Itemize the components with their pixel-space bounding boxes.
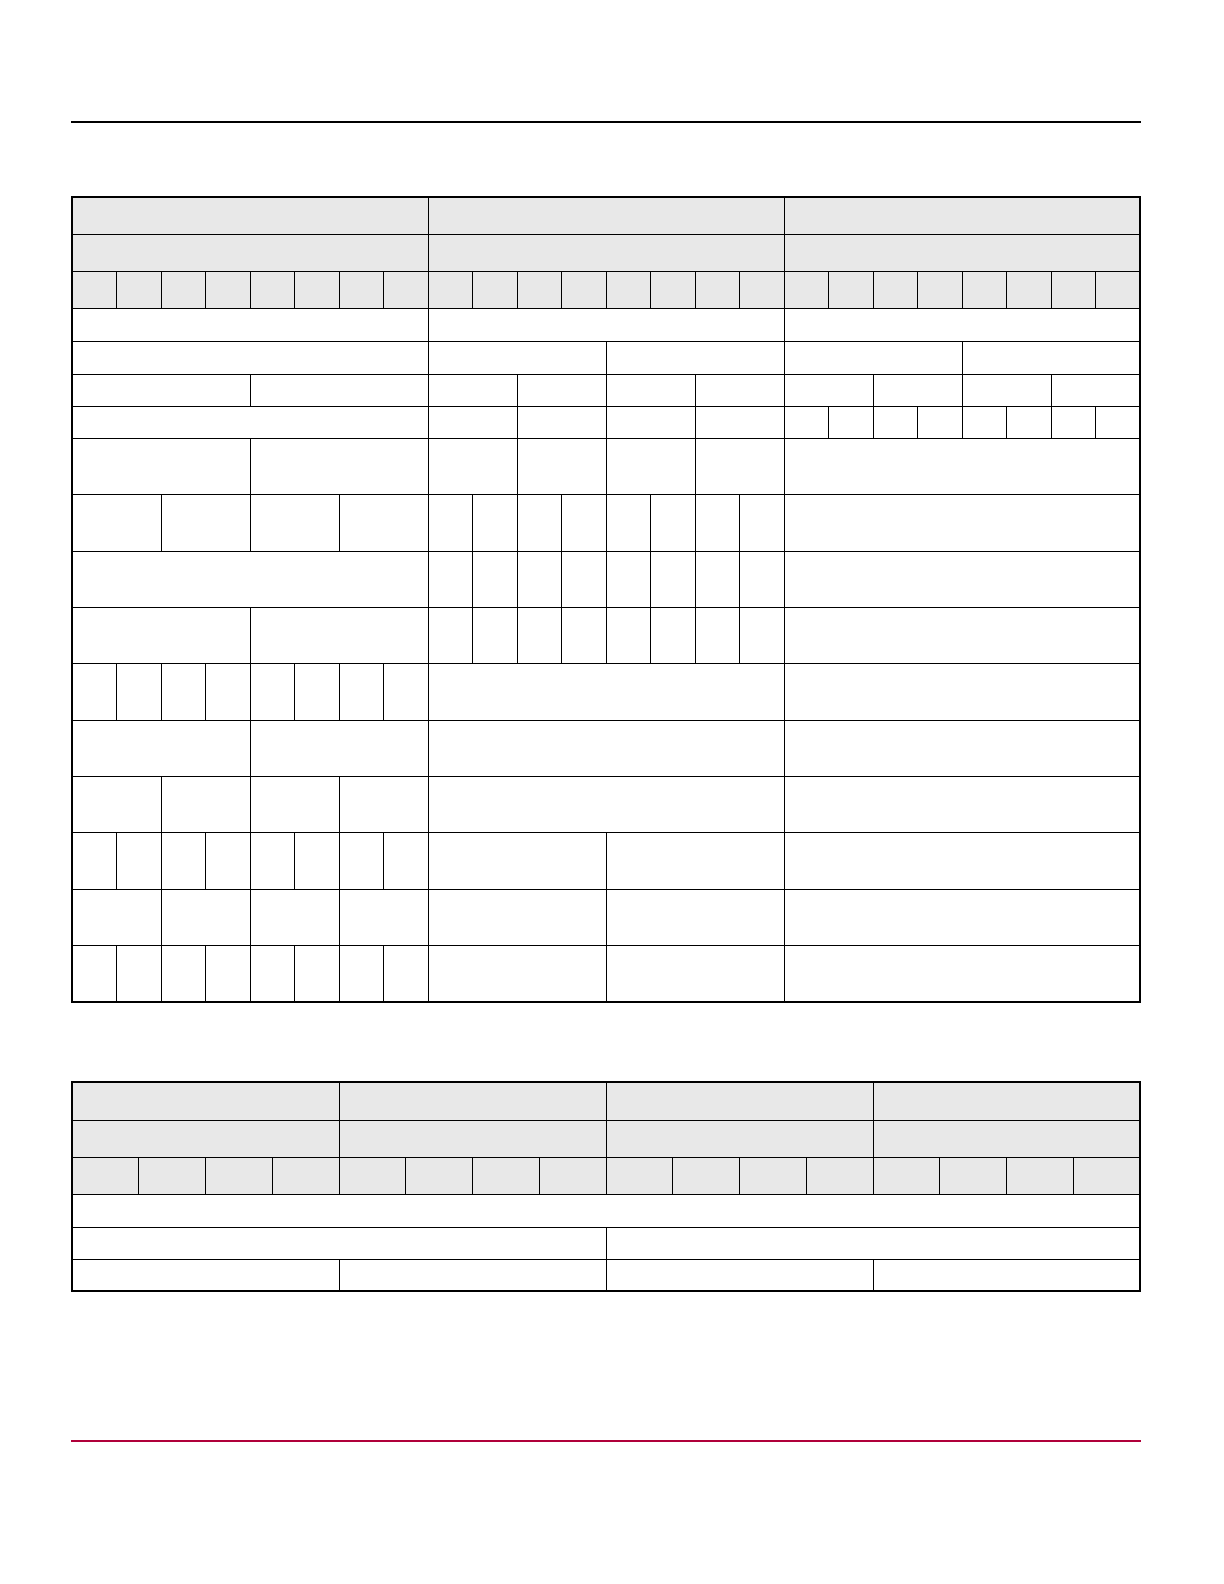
table-cell [295,833,340,889]
table-cell [250,607,428,663]
bit-cell [606,271,651,308]
table-cell [250,776,339,832]
table-cell [428,406,517,438]
table-cell [1096,406,1141,438]
table-row [72,374,1140,406]
table-cell [784,720,1140,776]
bit-cell [473,271,518,308]
table-cell [784,664,1140,720]
table-cell [72,946,117,1002]
bit-cell [384,271,429,308]
table-cell [873,374,962,406]
bit-cell [873,271,918,308]
bit-cell [295,271,340,308]
header-cell [339,1120,606,1157]
table-cell [695,551,740,607]
table-cell [339,664,384,720]
register-table-2 [71,1081,1141,1292]
header-cell [873,1082,1140,1120]
table-cell [784,833,1140,889]
header-cell [339,1082,606,1120]
table-cell [250,438,428,494]
table-cell [161,664,206,720]
table-cell [339,1259,606,1291]
bit-cell [962,271,1007,308]
table-row [72,1227,1140,1259]
table-cell [250,495,339,551]
table-row [72,1194,1140,1227]
table-cell [829,406,874,438]
table-cell [606,1259,873,1291]
header-cell [72,197,428,234]
table-cell [962,342,1140,374]
table-2-subheader-row [72,1120,1140,1157]
bit-cell [651,271,696,308]
table-cell [428,495,473,551]
bit-cell [473,1157,540,1194]
table-cell [473,607,518,663]
table-cell [72,495,161,551]
bit-cell [428,271,473,308]
table-cell [72,1227,606,1259]
table-cell [72,438,250,494]
bit-cell [829,271,874,308]
table-cell [517,406,606,438]
table-cell [1051,374,1140,406]
bit-cell [406,1157,473,1194]
table-row [72,946,1140,1002]
table-cell [784,342,962,374]
table-cell [428,607,473,663]
table-row [72,495,1140,551]
table-row [72,342,1140,374]
table-cell [339,889,428,945]
table-cell [428,342,606,374]
bit-cell [1007,271,1052,308]
bit-cell [272,1157,339,1194]
header-cell [428,197,784,234]
table-cell [562,607,607,663]
table-cell [918,406,963,438]
bit-cell [695,271,740,308]
bit-cell [206,271,251,308]
table-cell [428,664,784,720]
table-cell [250,889,339,945]
table-cell [695,374,784,406]
table-cell [250,374,428,406]
table-cell [606,833,784,889]
table-cell [72,406,428,438]
table-cell [517,607,562,663]
table-cell [72,776,161,832]
table-cell [72,342,428,374]
table-cell [695,495,740,551]
table-cell [784,438,1140,494]
table-cell [161,495,250,551]
table-cell [428,946,606,1002]
table-cell [250,720,428,776]
table-cell [72,374,250,406]
table-cell [784,495,1140,551]
table-cell [962,406,1007,438]
table-cell [72,309,428,342]
table-cell [72,664,117,720]
bit-cell [562,271,607,308]
table-cell [740,607,785,663]
bit-cell [740,271,785,308]
table-cell [962,374,1051,406]
table-cell [117,664,162,720]
header-cell [72,234,428,271]
bit-cell [72,1157,139,1194]
table-cell [72,551,428,607]
bit-cell [250,271,295,308]
table-cell [784,374,873,406]
bit-cell [1096,271,1141,308]
bit-cell [873,1157,940,1194]
header-cell [606,1082,873,1120]
table-cell [562,551,607,607]
bit-cell [1007,1157,1074,1194]
table-cell [295,946,340,1002]
table-cell [72,1194,1140,1227]
table-row [72,664,1140,720]
table-cell [651,607,696,663]
table-cell [250,664,295,720]
table-row [72,1259,1140,1291]
table-row [72,309,1140,342]
table-cell [1051,406,1096,438]
table-2-bit-row [72,1157,1140,1194]
table-cell [517,438,606,494]
table-cell [339,833,384,889]
table-cell [339,495,428,551]
table-cell [384,833,429,889]
table-cell [517,551,562,607]
bit-cell [1051,271,1096,308]
bit-cell [784,271,829,308]
table-cell [873,1259,1140,1291]
register-table-1 [71,196,1141,1003]
table-cell [72,833,117,889]
table-row [72,438,1140,494]
table-1-bit-row [72,271,1140,308]
table-cell [250,833,295,889]
table-row [72,833,1140,889]
bit-cell [539,1157,606,1194]
table-row [72,607,1140,663]
table-cell [740,551,785,607]
table-2-header-row [72,1082,1140,1120]
bit-cell [606,1157,673,1194]
table-row [72,889,1140,945]
bit-cell [740,1157,807,1194]
table-cell [161,833,206,889]
header-cell [72,1082,339,1120]
table-cell [606,342,784,374]
table-cell [206,664,251,720]
table-cell [784,607,1140,663]
table-cell [72,720,250,776]
table-cell [606,438,695,494]
table-cell [72,607,250,663]
table-cell [784,551,1140,607]
header-cell [428,234,784,271]
table-cell [161,776,250,832]
table-cell [606,1227,1140,1259]
table-cell [695,438,784,494]
table-cell [1007,406,1052,438]
bit-cell [117,271,162,308]
table-cell [606,889,784,945]
table-cell [562,495,607,551]
table-cell [161,946,206,1002]
table-cell [428,551,473,607]
table-cell [384,946,429,1002]
bit-cell [161,271,206,308]
bit-cell [206,1157,273,1194]
table-cell [606,374,695,406]
table-cell [651,551,696,607]
table-cell [606,495,651,551]
bit-cell [339,271,384,308]
table-cell [428,438,517,494]
table-1-subheader-row [72,234,1140,271]
table-cell [517,374,606,406]
table-cell [339,776,428,832]
table-1-header-row [72,197,1140,234]
table-cell [72,1259,339,1291]
table-cell [606,607,651,663]
bit-cell [339,1157,406,1194]
header-cell [873,1120,1140,1157]
table-cell [784,776,1140,832]
bit-cell [940,1157,1007,1194]
bit-cell [139,1157,206,1194]
table-cell [339,946,384,1002]
table-cell [206,946,251,1002]
table-row [72,776,1140,832]
bit-cell [72,271,117,308]
header-cell [784,234,1140,271]
bit-cell [1073,1157,1140,1194]
table-cell [740,495,785,551]
table-cell [606,551,651,607]
table-row [72,406,1140,438]
bit-cell [806,1157,873,1194]
bit-cell [517,271,562,308]
table-cell [428,309,784,342]
table-cell [784,406,829,438]
table-cell [651,495,696,551]
table-cell [606,406,695,438]
table-cell [873,406,918,438]
table-row [72,720,1140,776]
table-cell [117,946,162,1002]
table-cell [428,889,606,945]
table-cell [473,551,518,607]
table-cell [606,946,784,1002]
table-cell [695,607,740,663]
table-cell [384,664,429,720]
table-cell [117,833,162,889]
table-cell [517,495,562,551]
bit-cell [918,271,963,308]
table-cell [784,946,1140,1002]
header-rule [71,121,1141,123]
table-cell [161,889,250,945]
table-cell [784,889,1140,945]
table-cell [428,720,784,776]
footer-rule [71,1440,1141,1442]
header-cell [606,1120,873,1157]
table-cell [250,946,295,1002]
table-cell [72,889,161,945]
table-cell [295,664,340,720]
bit-cell [673,1157,740,1194]
table-cell [473,495,518,551]
table-cell [428,776,784,832]
table-cell [428,374,517,406]
table-cell [784,309,1140,342]
table-cell [695,406,784,438]
header-cell [784,197,1140,234]
table-cell [206,833,251,889]
header-cell [72,1120,339,1157]
table-row [72,551,1140,607]
table-cell [428,833,606,889]
